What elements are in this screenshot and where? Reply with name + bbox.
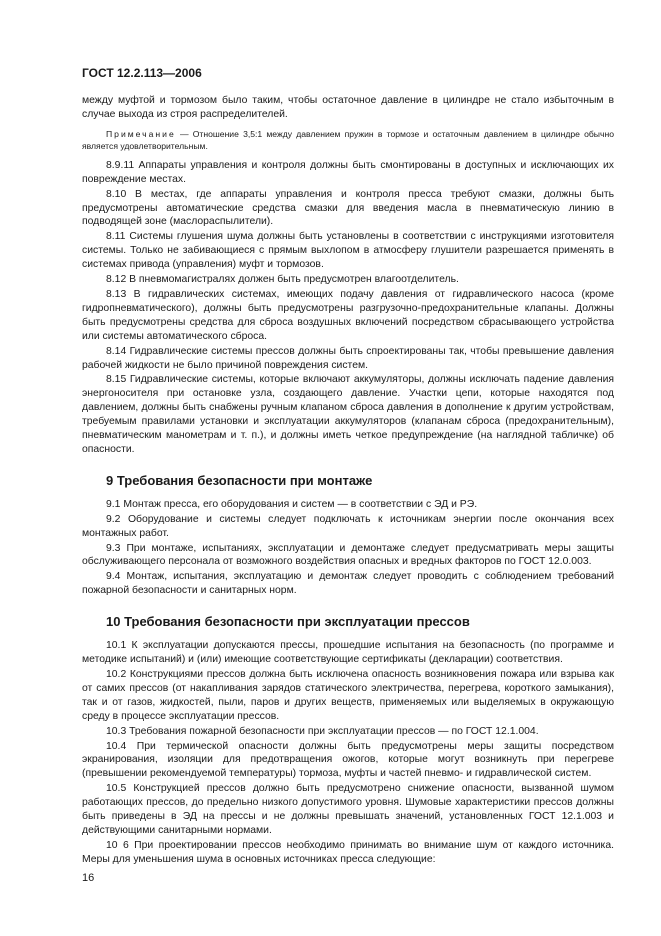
section-9-title: 9 Требования безопасности при монтаже — [106, 472, 373, 488]
paragraph-9-3: 9.3 При монтаже, испытаниях, эксплуатации и демонтаже следует предусматривать меры защиты обслуживающего персонала от возможного воздействия опасных и вредных факторов по ГОСТ 12.0.003. — [82, 542, 614, 568]
paragraph-10-4: 10.4 При термической опасности должны быть предусмотрены меры защиты посредством экранирования, изоляции для предотвращения ожогов, которые могут возникнуть при перегреве (превышении рекомендуемой температуры) тормоза, муфты и частей пневмо- и гидравлической систем. — [82, 740, 614, 780]
note-label: Примечание — [106, 128, 176, 139]
note — [82, 128, 614, 152]
paragraph-8-14: 8.14 Гидравлические системы прессов должны быть спроектированы так, чтобы превышение давления рабочей жидкости не было причиной повреждения систем. — [82, 345, 614, 371]
paragraph-8-10: 8.10 В местах, где аппараты управления и контроля пресса требуют смазки, должны быть предусмотрены автоматические средства смазки для введения масла в пневматическую линию в подводящей зоне (маслораспылители). — [82, 188, 614, 228]
paragraph-10-6: 10 6 При проектировании прессов необходимо принимать во внимание шум от каждого источника. Меры для уменьшения шума в основных источниках пресса следующие: — [82, 839, 614, 865]
paragraph-continuation: между муфтой и тормозом было таким, чтобы остаточное давление в цилиндре не стало избыточным в случае выхода из строя распределителей. — [82, 95, 614, 120]
paragraph-8-9-11: 8.9.11 Аппараты управления и контроля должны быть смонтированы в доступных и исключающих их повреждение местах. — [82, 159, 614, 185]
paragraph-9-1: 9.1 Монтаж пресса, его оборудования и систем — в соответствии с ЭД и РЭ. — [106, 498, 478, 510]
note-text: — Отношение 3,5:1 между давлением пружин в тормозе и остаточным давлением в цилиндре обычно является удовлетворительным. — [82, 128, 614, 151]
paragraph-8-11: 8.11 Системы глушения шума должны быть установлены в соответствии с инструкциями изготовителя системы. Только не забивающиеся с прямым выхлопом в атмосферу глушители разрешается применять в системах привода (управления) муфт и тормозов. — [82, 231, 614, 271]
paragraph-9-2: 9.2 Оборудование и системы следует подключать к источникам энергии после окончания всех монтажных работ. — [82, 513, 614, 539]
paragraph-10-2: 10.2 Конструкциями прессов должна быть исключена опасность возникновения пожара или взрыва как от самих прессов (от накапливания зарядов статического электричества, перегрева, короткого замыкания), так и от газов, жидкостей, пыли, паров и других веществ, применяемых или выделяемых в окружающую среду в процессе эксплуатации прессов. — [82, 669, 614, 722]
paragraph-10-1: 10.1 К эксплуатации допускаются прессы, прошедшие испытания на безопасность (по программе и методике испытаний) и (или) имеющие соответствующие сертификаты (декларации) соответствия. — [82, 640, 614, 666]
paragraph-10-3: 10.3 Требования пожарной безопасности при эксплуатации прессов — по ГОСТ 12.1.004. — [106, 725, 539, 737]
paragraph-8-15: 8.15 Гидравлические системы, которые включают аккумуляторы, должны исключать падение давления энергоносителя при остановке узла, создающего давление. Участки цепи, которые находятся под давлением, должны быть снабжены ручным клапаном сброса давления в дополнение к другим устройствам, требуемым правилами установки и эксплуатации аккумуляторов (клапанам сброса (предохранительным), пневматическим манометрам и т. п.), и должны иметь четкое предупреждение (на наглядной табличке) об опасности. — [82, 374, 614, 455]
paragraph-9-4: 9.4 Монтаж, испытания, эксплуатацию и демонтаж следует проводить с соблюдением требований пожарной безопасности и санитарных норм. — [82, 571, 614, 597]
section-10-title: 10 Требования безопасности при эксплуатации прессов — [106, 614, 470, 630]
paragraph-8-12: 8.12 В пневмомагистралях должен быть предусмотрен влагоотделитель. — [106, 274, 459, 286]
paragraph-10-5: 10.5 Конструкцией прессов должно быть предусмотрено снижение опасности, вызванной шумом работающих прессов, до предельно низкого допустимого уровня. Шумовые характеристики прессов должны быть приведены в ЭД на прессы и не должны превышать значений, установленных ГОСТ 12.1.003 и действующими санитарными нормами. — [82, 783, 614, 836]
document-header: ГОСТ 12.2.113—2006 — [82, 66, 202, 80]
page-number: 16 — [82, 872, 95, 884]
paragraph-8-13: 8.13 В гидравлических системах, имеющих подачу давления от гидравлического насоса (кроме гидропневматического), должны быть предусмотрены разгрузочно-предохранительные клапаны. Должны быть предусмотрены средства для сброса воздушных включений посредством сбрасывающего устройства или системы автоматического сброса. — [82, 288, 614, 342]
document-page — [82, 66, 614, 868]
